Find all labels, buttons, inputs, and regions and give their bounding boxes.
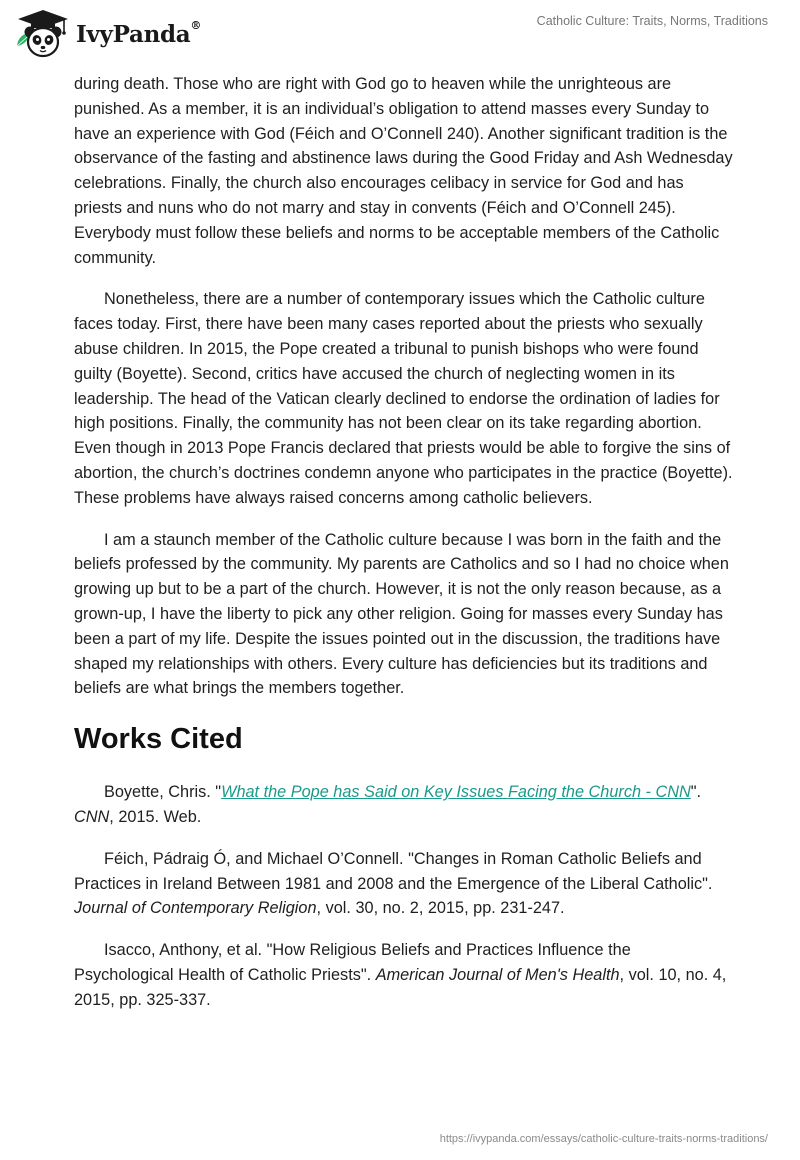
- reference-isacco: Isacco, Anthony, et al. "How Religious Beliefs and Practices Influence the Psychological Health of Catholic Priests". American Journal of Men's Health, vol. 10, no. 4, 2015, pp. 325-337.: [74, 941, 727, 1009]
- panda-graduate-icon: [14, 8, 72, 60]
- works-cited-heading: Works Cited: [74, 723, 243, 756]
- ivypanda-logo[interactable]: [14, 8, 201, 60]
- essay-content: [74, 72, 734, 1030]
- essay-paragraph-2: Nonetheless, there are a number of contemporary issues which the Catholic culture faces today. First, there have been many cases reported about the priests who sexually abuse children. In 2015, the Pope created a tribunal to punish bishops who were found guilty (Boyette). Second, critics have accused the church of neglecting women in its leadership. The head of the Vatican clearly declined to endorse the ordination of ladies for high positions. Finally, the community has not been clear on its take regarding abortion. Even though in 2013 Pope Francis declared that priests would be able to forgive the sins of abortion, the church’s doctrines condemn anyone who participates in the practice (Boyette). These problems have always raised concerns among catholic believers.: [74, 290, 733, 507]
- essay-paragraph-3: I am a staunch member of the Catholic culture because I was born in the faith and the beliefs professed by the community. My parents are Catholics and so I had no choice when growing up but to be a part of the church. However, it is not the only reason because, as a grown-up, I have the liberty to pick any other religion. Going for masses every Sunday has been a part of my life. Despite the issues pointed out in the discussion, the traditions have shaped my relationships with others. Every culture has deficiencies but its traditions and beliefs are what brings the members together.: [74, 530, 729, 698]
- essay-paragraph-1: during death. Those who are right with God go to heaven while the unrighteous are punished. As a member, it is an individual’s obligation to attend masses every Sunday to have an experience with God (Féich and O’Connell 240). Another significant tradition is the observance of the fasting and abstinence laws during the Good Friday and Ash Wednesday celebrations. Finally, the church also encourages celibacy in service for God and has priests and nuns who do not marry and stay in convents (Féich and O’Connell 245). Everybody must follow these beliefs and norms to be acceptable members of the Catholic community.: [74, 75, 733, 267]
- brand-name: IvyPanda®: [76, 18, 202, 48]
- reference-feich: Féich, Pádraig Ó, and Michael O’Connell. "Changes in Roman Catholic Beliefs and Practices in Ireland Between 1981 and 2008 and the Emergence of the Liberal Catholic". Journal of Contemporary Religion, vol. 30, no. 2, 2015, pp. 231-247.: [74, 849, 713, 918]
- reference-boyette: Boyette, Chris. "What the Pope has Said on Key Issues Facing the Church - CNN". CNN, 2015. Web.: [74, 783, 702, 826]
- page-header: [0, 0, 800, 70]
- reference-link-cnn[interactable]: What the Pope has Said on Key Issues Facing the Church - CNN: [221, 783, 691, 802]
- source-url: https://ivypanda.com/essays/catholic-culture-traits-norms-traditions/: [439, 1133, 768, 1145]
- document-title: Catholic Culture: Traits, Norms, Traditions: [536, 14, 768, 28]
